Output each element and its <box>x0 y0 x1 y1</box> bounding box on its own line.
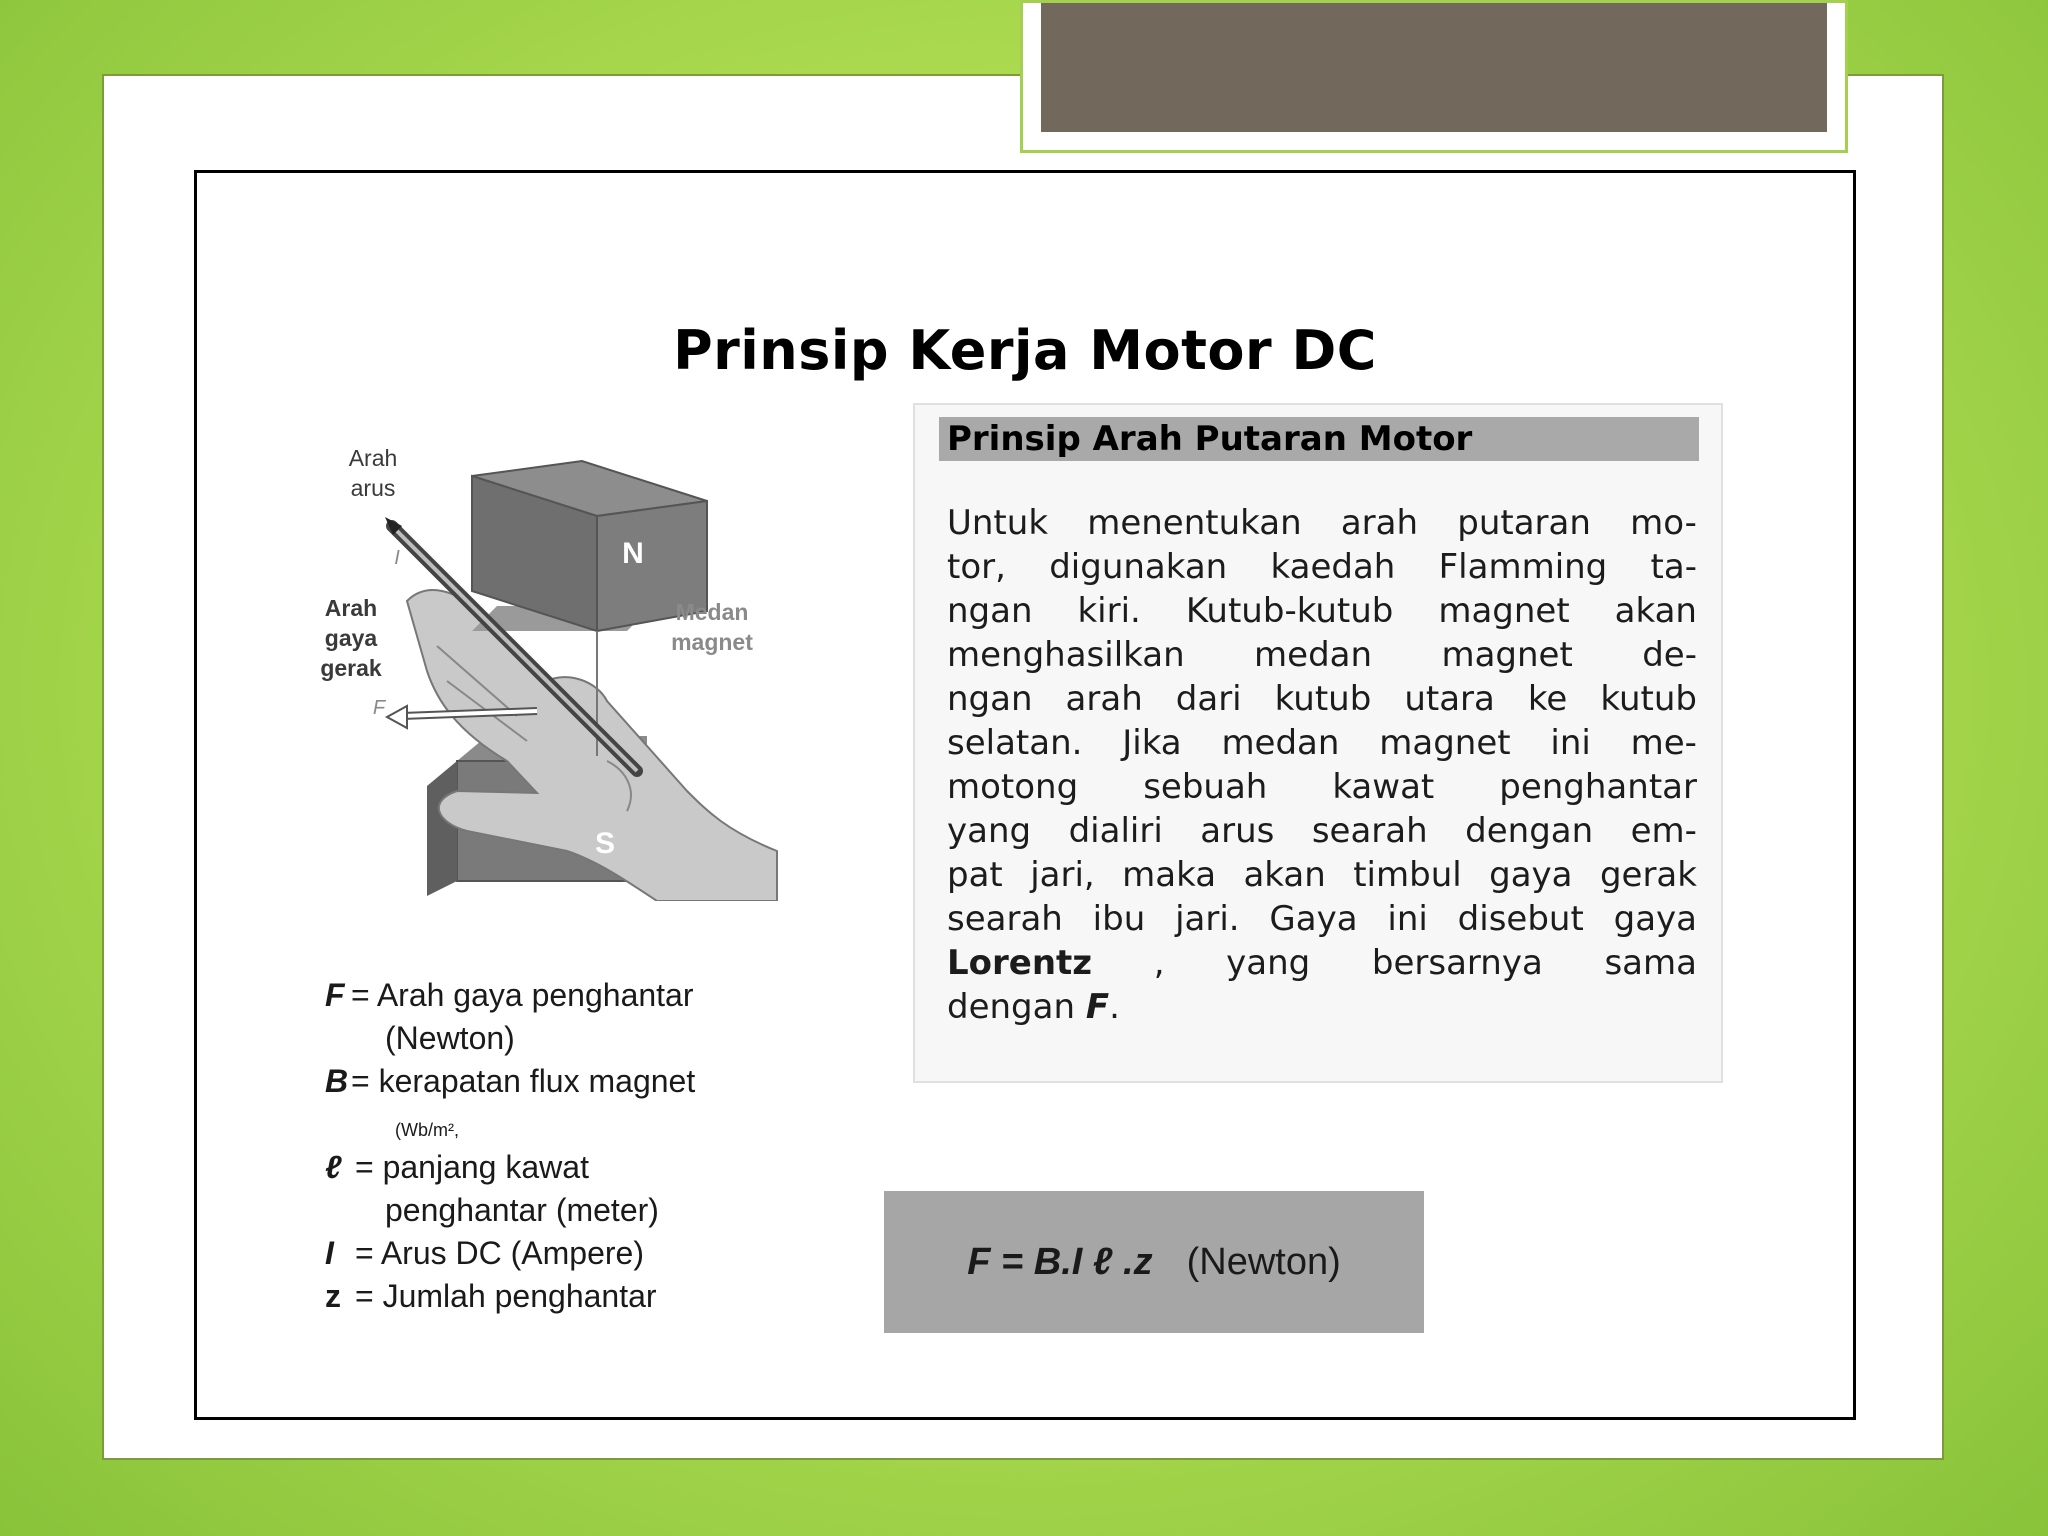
word: kiri. <box>1077 591 1141 631</box>
lorentz-rest: , <box>1153 943 1165 983</box>
word: menentukan <box>1087 503 1302 543</box>
word: medan <box>1221 723 1340 763</box>
text-line <box>947 677 1697 721</box>
legend-text: = Arah gaya penghantar <box>351 977 694 1013</box>
label-force-line-3: gerak <box>320 655 382 681</box>
legend-symbol: ℓ <box>325 1149 342 1185</box>
word: kutub <box>1600 679 1697 719</box>
word: jari. <box>1175 899 1240 939</box>
word: maka <box>1122 855 1217 895</box>
word: jari, <box>1030 855 1095 895</box>
label-force-direction <box>311 593 391 683</box>
legend-row-b-cont <box>317 1106 787 1149</box>
word: motong <box>947 767 1079 807</box>
word: magnet <box>1441 635 1573 675</box>
legend-row-f-cont <box>317 1020 787 1063</box>
content-frame <box>194 170 1856 1420</box>
word: gerak <box>1599 855 1697 895</box>
word: arus <box>1200 811 1275 851</box>
word: akan <box>1243 855 1326 895</box>
word: pat <box>947 855 1003 895</box>
word: gaya <box>1489 855 1573 895</box>
word: Jika <box>1122 723 1182 763</box>
legend-symbol: F <box>325 977 345 1013</box>
symbol-legend <box>317 977 787 1321</box>
text-line <box>947 633 1697 677</box>
word: arah <box>1340 503 1419 543</box>
legend-row-l <box>317 1149 787 1192</box>
word: mo- <box>1630 503 1697 543</box>
legend-row-i <box>317 1235 787 1278</box>
text-line <box>947 589 1697 633</box>
formula-box <box>884 1191 1424 1333</box>
word: bersarnya <box>1371 943 1543 983</box>
explanation-text <box>947 501 1697 1029</box>
word: menghasilkan <box>947 635 1185 675</box>
text-line <box>947 765 1697 809</box>
word: tor, <box>947 547 1006 587</box>
last-symbol: F <box>1085 987 1110 1027</box>
left-hand-rule-illustration <box>307 431 827 901</box>
label-force-line-2: gaya <box>324 625 378 651</box>
explanation-box-header: Prinsip Arah Putaran Motor <box>939 417 1699 461</box>
word: kutub <box>1274 679 1372 719</box>
word: disebut <box>1457 899 1584 939</box>
word: searah <box>947 899 1063 939</box>
word: dari <box>1175 679 1242 719</box>
legend-text: = panjang kawat <box>355 1149 589 1185</box>
label-force-line-1: Arah <box>324 595 378 621</box>
label-magnetic-field <box>657 597 767 657</box>
word: utara <box>1404 679 1495 719</box>
legend-continuation: (Newton) <box>385 1020 515 1056</box>
last-suffix: . <box>1109 987 1120 1027</box>
legend-row-f <box>317 977 787 1020</box>
north-pole-label: N <box>622 537 644 570</box>
label-current-line-2: arus <box>350 475 396 501</box>
word: selatan. <box>947 723 1083 763</box>
word: me- <box>1630 723 1697 763</box>
word: penghantar <box>1499 767 1697 807</box>
word: ngan <box>947 679 1033 719</box>
title-placeholder <box>1020 0 1848 153</box>
legend-row-z <box>317 1278 787 1321</box>
label-field-line-2: magnet <box>671 629 753 655</box>
word: kawat <box>1332 767 1435 807</box>
text-line-last <box>947 985 1697 1029</box>
last-prefix: dengan <box>947 987 1076 1027</box>
word: magnet <box>1438 591 1570 631</box>
lorentz-term: Lorentz <box>947 943 1093 983</box>
page-title: Prinsip Kerja Motor DC <box>673 319 1377 382</box>
word: sama <box>1604 943 1697 983</box>
legend-symbol: B <box>325 1063 349 1099</box>
label-current-direction <box>333 443 413 503</box>
text-line <box>947 721 1697 765</box>
force-symbol: F <box>372 697 386 719</box>
explanation-box <box>913 403 1723 1083</box>
word: Untuk <box>947 503 1049 543</box>
legend-text: = kerapatan flux magnet <box>351 1063 696 1099</box>
formula-expression: F = B.I ℓ .z <box>967 1240 1153 1283</box>
south-pole-label: S <box>594 827 615 860</box>
text-line <box>947 853 1697 897</box>
word: dialiri <box>1068 811 1163 851</box>
current-symbol: I <box>394 547 400 569</box>
text-line <box>947 545 1697 589</box>
word: yang <box>947 811 1032 851</box>
word: sebuah <box>1143 767 1268 807</box>
legend-continuation: penghantar (meter) <box>385 1192 659 1228</box>
word: ini <box>1550 723 1591 763</box>
legend-text: = Jumlah penghantar <box>355 1278 657 1314</box>
legend-symbol: I <box>325 1235 334 1271</box>
word: em- <box>1630 811 1697 851</box>
legend-row-l-cont <box>317 1192 787 1235</box>
word: putaran <box>1457 503 1591 543</box>
legend-text: = Arus DC (Ampere) <box>355 1235 644 1271</box>
word: Flamming <box>1438 547 1608 587</box>
title-placeholder-fill <box>1041 3 1827 132</box>
word: ini <box>1387 899 1428 939</box>
word: ibu <box>1092 899 1146 939</box>
legend-row-b <box>317 1063 787 1106</box>
label-current-line-1: Arah <box>348 445 398 471</box>
word: Kutub-kutub <box>1185 591 1394 631</box>
text-line <box>947 501 1697 545</box>
formula-unit: (Newton) <box>1186 1240 1341 1283</box>
word: akan <box>1614 591 1697 631</box>
word: medan <box>1254 635 1373 675</box>
word: ta- <box>1650 547 1697 587</box>
word: ke <box>1527 679 1568 719</box>
text-line-lorentz <box>947 941 1697 985</box>
word: ngan <box>947 591 1033 631</box>
word: yang <box>1226 943 1311 983</box>
word: dengan <box>1465 811 1594 851</box>
word: gaya <box>1613 899 1697 939</box>
word: magnet <box>1379 723 1511 763</box>
label-field-line-1: Medan <box>675 599 749 625</box>
word: kaedah <box>1270 547 1396 587</box>
text-line <box>947 897 1697 941</box>
word: digunakan <box>1049 547 1228 587</box>
word: Gaya <box>1269 899 1358 939</box>
legend-symbol: z <box>325 1278 341 1314</box>
word: de- <box>1642 635 1697 675</box>
word: searah <box>1311 811 1428 851</box>
word: timbul <box>1353 855 1462 895</box>
legend-unit-small: (Wb/m², <box>395 1120 459 1140</box>
text-line <box>947 809 1697 853</box>
word: arah <box>1065 679 1143 719</box>
